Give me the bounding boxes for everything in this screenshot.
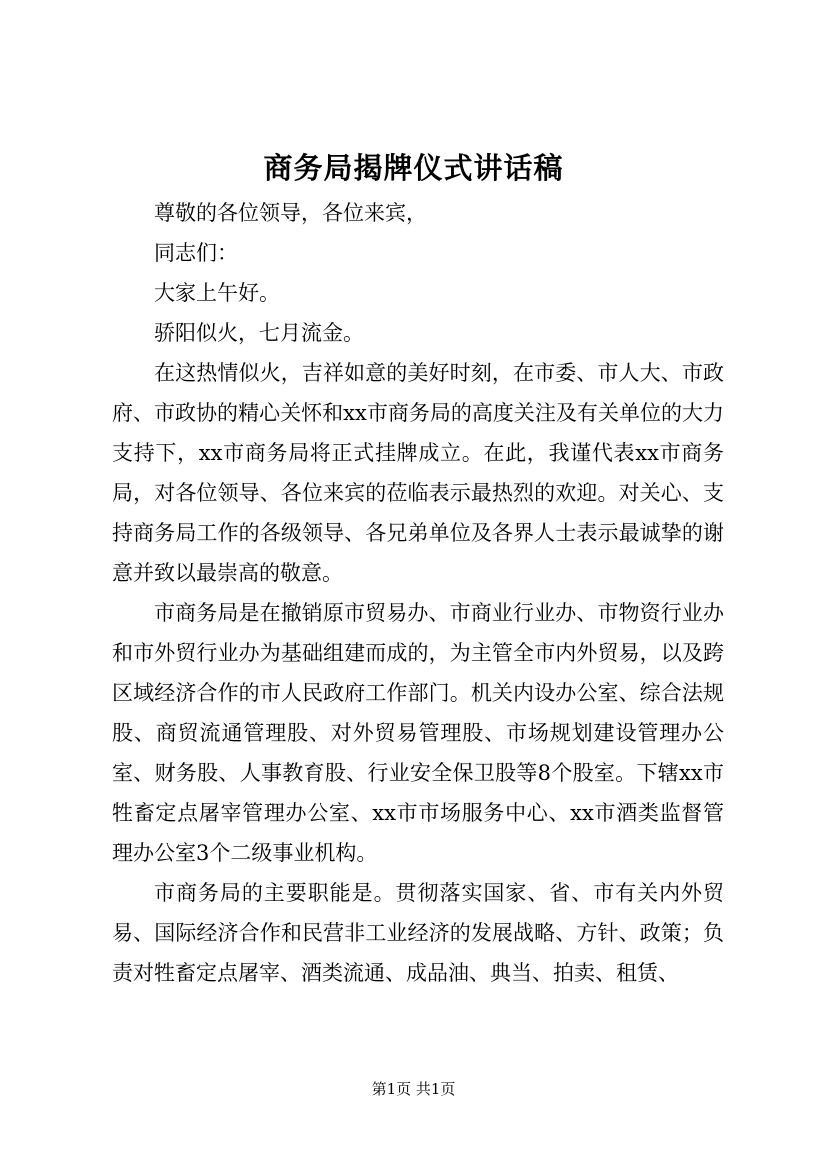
paragraph: 尊敬的各位领导，各位来宾，	[154, 201, 427, 225]
paragraph: 大家上午好。	[154, 281, 280, 305]
paragraph: 骄阳似火，七月流金。	[154, 321, 364, 345]
paragraph: 在这热情似火，吉祥如意的美好时刻，在市委、市人大、市政府、市政协的精心关怀和xx市商务局的高度关注及有关单位的大力支持下，xx市商务局将正式挂牌成立。在此，我谨代表xx市商务局，对各位领导、各位来宾的莅临表示最热烈的欢迎。对关心、支持商务局工作的各级领导、各兄弟单位及各界人士表示最诚挚的谢意并致以最崇高的敬意。	[112, 361, 724, 585]
paragraph: 市商务局是在撤销原市贸易办、市商业行业办、市物资行业办和市外贸行业办为基础组建而成的，为主管全市内外贸易，以及跨区域经济合作的市人民政府工作部门。机关内设办公室、综合法规股、商贸流通管理股、对外贸易管理股、市场规划建设管理办公室、财务股、人事教育股、行业安全保卫股等8个股室。下辖xx市牲畜定点屠宰管理办公室、xx市市场服务中心、xx市酒类监督管理办公室3个二级事业机构。	[112, 601, 724, 865]
document-title: 商务局揭牌仪式讲话稿	[263, 151, 564, 185]
paragraph: 同志们：	[154, 241, 238, 265]
page-footer: 第1页 共1页	[371, 1080, 456, 1098]
document-body	[112, 193, 724, 993]
paragraph: 市商务局的主要职能是。贯彻落实国家、省、市有关内外贸易、国际经济合作和民营非工业经济的发展战略、方针、政策；负责对牲畜定点屠宰、酒类流通、成品油、典当、拍卖、租赁、	[112, 881, 724, 985]
